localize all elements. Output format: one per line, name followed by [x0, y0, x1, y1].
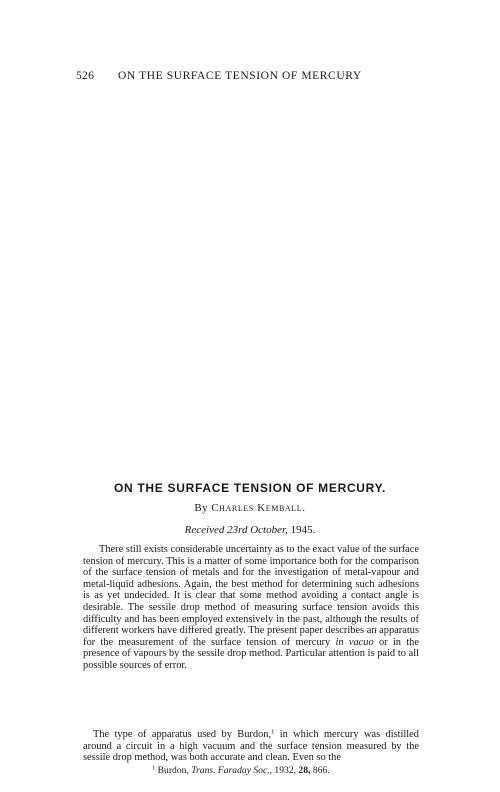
- footnote-volume: 28,: [298, 765, 311, 776]
- author-name: Charles Kemball.: [211, 502, 306, 514]
- paragraph-1-text-b: or in the presence of vapours by the sessile drop method. Particular attention is paid to all possible sources of error.: [83, 636, 419, 671]
- footnote-author: Burdon,: [157, 765, 189, 776]
- received-label: Received 23rd October,: [184, 524, 288, 536]
- footnote-page: 866.: [312, 765, 330, 776]
- footnote-year: 1932,: [274, 765, 297, 776]
- article-title: ON THE SURFACE TENSION OF MERCURY.: [113, 481, 387, 495]
- received-year: 1945.: [290, 524, 316, 536]
- footnote-mark: 1: [152, 764, 156, 772]
- paragraph-2-text-b: in which mercury was distilled around a circuit in a high vacuum and the surface tension measured by the sessile drop method, was both accurate and clean. Even so the: [83, 729, 419, 764]
- byline-prefix: By: [194, 502, 209, 514]
- page-number: 526: [76, 70, 95, 82]
- footnote-reference: 1: [271, 728, 275, 736]
- paragraph-1-italic: in vacuo: [335, 636, 374, 648]
- paragraph-1-text-a: There still exists considerable uncertainty as to the exact value of the surface tension of mercury. This is a matter of some importance both for the comparison of the surface tension of metals and for the investigation of metal-vapour and metal-liquid adhesions. Again, the best method for determining such adhesions is as yet undecided. It is clear that some method avoiding a contact angle is desirable. The sessile drop method of measuring surface tension avoids this difficulty and has been employed extensively in the past, although the results of different workers have differed greatly. The present paper describes an apparatus for the measurement of the surface tension of mercury: [83, 544, 419, 648]
- byline: [0, 502, 500, 514]
- footnote-journal: Trans. Faraday Soc.,: [191, 765, 273, 776]
- footnote: [152, 765, 330, 776]
- paragraph-2-text-a: The type of apparatus used by Burdon,: [93, 729, 272, 740]
- body-paragraph-1: [83, 544, 419, 672]
- received-date: [0, 524, 500, 536]
- body-paragraph-2: [83, 729, 419, 764]
- running-title: ON THE SURFACE TENSION OF MERCURY: [118, 70, 362, 82]
